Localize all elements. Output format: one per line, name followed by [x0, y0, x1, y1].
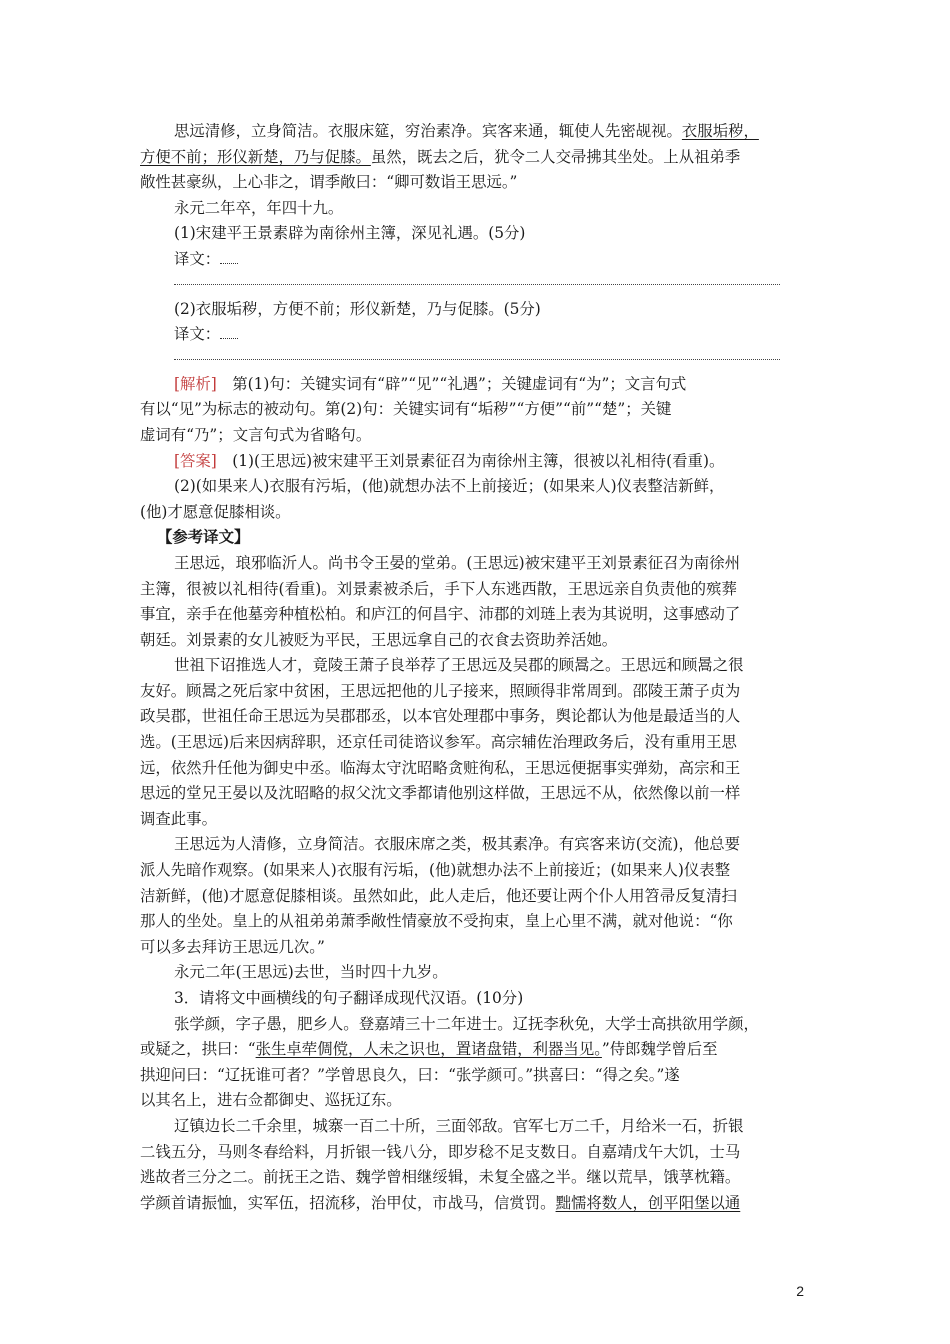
translation-line: 友好。顾暠之死后家中贫困，王思远把他的儿子接来，照顾得非常周到。邵陵王萧子贞为	[140, 681, 741, 700]
translation-prompt-1	[140, 247, 810, 273]
translation-line: 调查此事。	[140, 809, 217, 828]
translation-line: 远，依然升任他为御史中丞。临海太守沈昭略贪赃徇私，王思远便据事实弹劾，高宗和王	[140, 758, 741, 777]
text-span: 学颜首请振恤，实军伍，招流移，治甲仗，市战马，信赏罚。	[140, 1193, 556, 1212]
text-span: 虽然，既去之后，犹令二人交帚拂其坐处。上从祖弟季	[370, 147, 741, 166]
underlined-sentence: 方便不前；形仪新楚，乃与促膝。	[140, 147, 371, 166]
analysis-line: 虚词有“乃”；文言句式为省略句。	[140, 425, 372, 444]
answer-blank	[220, 249, 238, 264]
translation-label: 译文：	[174, 249, 221, 268]
underlined-sentence: 衣服垢秽，	[681, 122, 759, 140]
passage-line	[140, 1037, 810, 1063]
answer-text: (1)(王思远)被宋建平王刘景素征召为南徐州主簿，很被以礼相待(看重)。	[216, 451, 725, 470]
reference-translation-title: 【参考译文】	[157, 528, 250, 547]
underlined-sentence: 张生卓荦倜傥，人未之识也，置诸盘错，利器当见。	[255, 1040, 602, 1059]
translation-label: 译文：	[174, 325, 221, 344]
page-number: 2	[796, 1283, 804, 1299]
translation-line: 派人先暗作观察。(如果来人)衣服有污垢，(他)就想办法不上前接近；(如果来人)仪表整	[140, 861, 731, 880]
answer-label: [答案]	[174, 451, 217, 470]
passage-line: 逃故者三分之二。前抚王之诰、魏学曾相继绥辑，未复全盛之半。继以荒旱，饿莩枕籍。	[140, 1168, 741, 1187]
analysis-line	[140, 372, 810, 398]
translation-line: 主簿，很被以礼相待(看重)。刘景素被杀后，手下人东逃西散，王思远亲自负责他的殡葬	[140, 579, 737, 598]
answer-line-text: (他)才愿意促膝相谈。	[140, 502, 291, 521]
answer-blank	[220, 324, 238, 339]
passage-paragraph	[140, 119, 810, 145]
text-span: 或疑之，拱曰：“	[140, 1040, 256, 1059]
passage-line: 张学颜，字子愚，肥乡人。登嘉靖三十二年进士。辽抚李秋免，大学士高拱欲用学颜，	[174, 1014, 759, 1033]
passage-line	[140, 1191, 810, 1217]
translation-line: 那人的坐处。皇上的从祖弟弟萧季敞性情豪放不受拘束，皇上心里不满，就对他说：“你	[140, 912, 733, 931]
underlined-sentence: 黜懦将数人，创平阳堡以通	[555, 1193, 741, 1212]
passage-paragraph: 永元二年卒，年四十九。	[174, 198, 344, 217]
translation-prompt-2	[140, 322, 810, 348]
text-span: 思远清修，立身简洁。衣服床筵，穷治素净。宾客来通，辄使人先密觇视。	[174, 122, 682, 140]
analysis-line: 有以“见”为标志的被动句。第(2)句：关键实词有“垢秽”“方便”“前”“楚”；关键	[140, 400, 672, 419]
translation-line: 朝廷。刘景素的女儿被贬为平民，王思远拿自己的衣食去资助养活她。	[140, 630, 618, 649]
passage-line: 敞性甚豪纵，上心非之，谓季敞曰：“卿可数诣王思远。”	[140, 173, 518, 192]
answer-line-text	[140, 449, 810, 475]
translation-line: 王思远，琅邪临沂人。尚书令王晏的堂弟。(王思远)被宋建平王刘景素征召为南徐州	[174, 553, 741, 572]
translation-line: 事宜，亲手在他墓旁种植松柏。和庐江的何昌宇、沛郡的刘琏上表为其说明，这事感动了	[140, 605, 741, 624]
passage-line: 以其名上，进右佥都御史、巡抚辽东。	[140, 1091, 402, 1110]
question-3: 3．请将文中画横线的句子翻译成现代汉语。(10分)	[174, 989, 524, 1007]
answer-line	[174, 283, 780, 285]
analysis-text: 第(1)句：关键实词有“辟”“见”“礼遇”；关键虚词有“为”；文言句式	[216, 374, 687, 393]
passage-line: 辽镇边长二千余里，城寨一百二十所，三面邻敌。官军七万二千，月给米一石，折银	[174, 1116, 744, 1135]
translation-line: 政吴郡，世祖任命王思远为吴郡郡丞，以本官处理郡中事务，舆论都认为他是最适当的人	[140, 707, 741, 726]
answer-line-text: (2)(如果来人)衣服有污垢，(他)就想办法不上前接近；(如果来人)仪表整洁新鲜，	[174, 477, 725, 496]
passage-line: 二钱五分，马则冬春给料，月折银一钱八分，即岁稔不足支数日。自嘉靖戊午大饥，士马	[140, 1142, 741, 1161]
translation-line: 选。(王思远)后来因病辞职，还京任司徒谘议参军。高宗辅佐治理政务后，没有重用王思	[140, 733, 737, 752]
page-content	[140, 119, 810, 1216]
passage-line: 拱迎问曰：“辽抚谁可者？”学曾思良久，曰：“张学颜可。”拱喜曰：“得之矣。”遂	[140, 1065, 680, 1084]
text-span: ”侍郎魏学曾后至	[601, 1040, 718, 1059]
translation-line: 思远的堂兄王晏以及沈昭略的叔父沈文季都请他别这样做，王思远不从，依然像以前一样	[140, 784, 741, 803]
passage-line	[140, 145, 810, 171]
translation-line: 永元二年(王思远)去世，当时四十九岁。	[174, 963, 448, 982]
translation-line: 王思远为人清修，立身简洁。衣服床席之类，极其素净。有宾客来访(交流)，他总要	[174, 835, 741, 854]
translation-line: 世祖下诏推选人才，竟陵王萧子良举荐了王思远及吴郡的顾暠之。王思远和顾暠之很	[174, 656, 744, 675]
question-2: (2)衣服垢秽，方便不前；形仪新楚，乃与促膝。(5分)	[174, 299, 541, 318]
analysis-label: [解析]	[174, 374, 217, 393]
translation-line: 洁新鲜，(他)才愿意促膝相谈。虽然如此，此人走后，他还要让两个仆人用笤帚反复清扫	[140, 886, 737, 905]
answer-line	[174, 358, 780, 360]
question-1: (1)宋建平王景素辟为南徐州主簿，深见礼遇。(5分)	[174, 224, 526, 243]
translation-line: 可以多去拜访王思远几次。”	[140, 937, 325, 956]
